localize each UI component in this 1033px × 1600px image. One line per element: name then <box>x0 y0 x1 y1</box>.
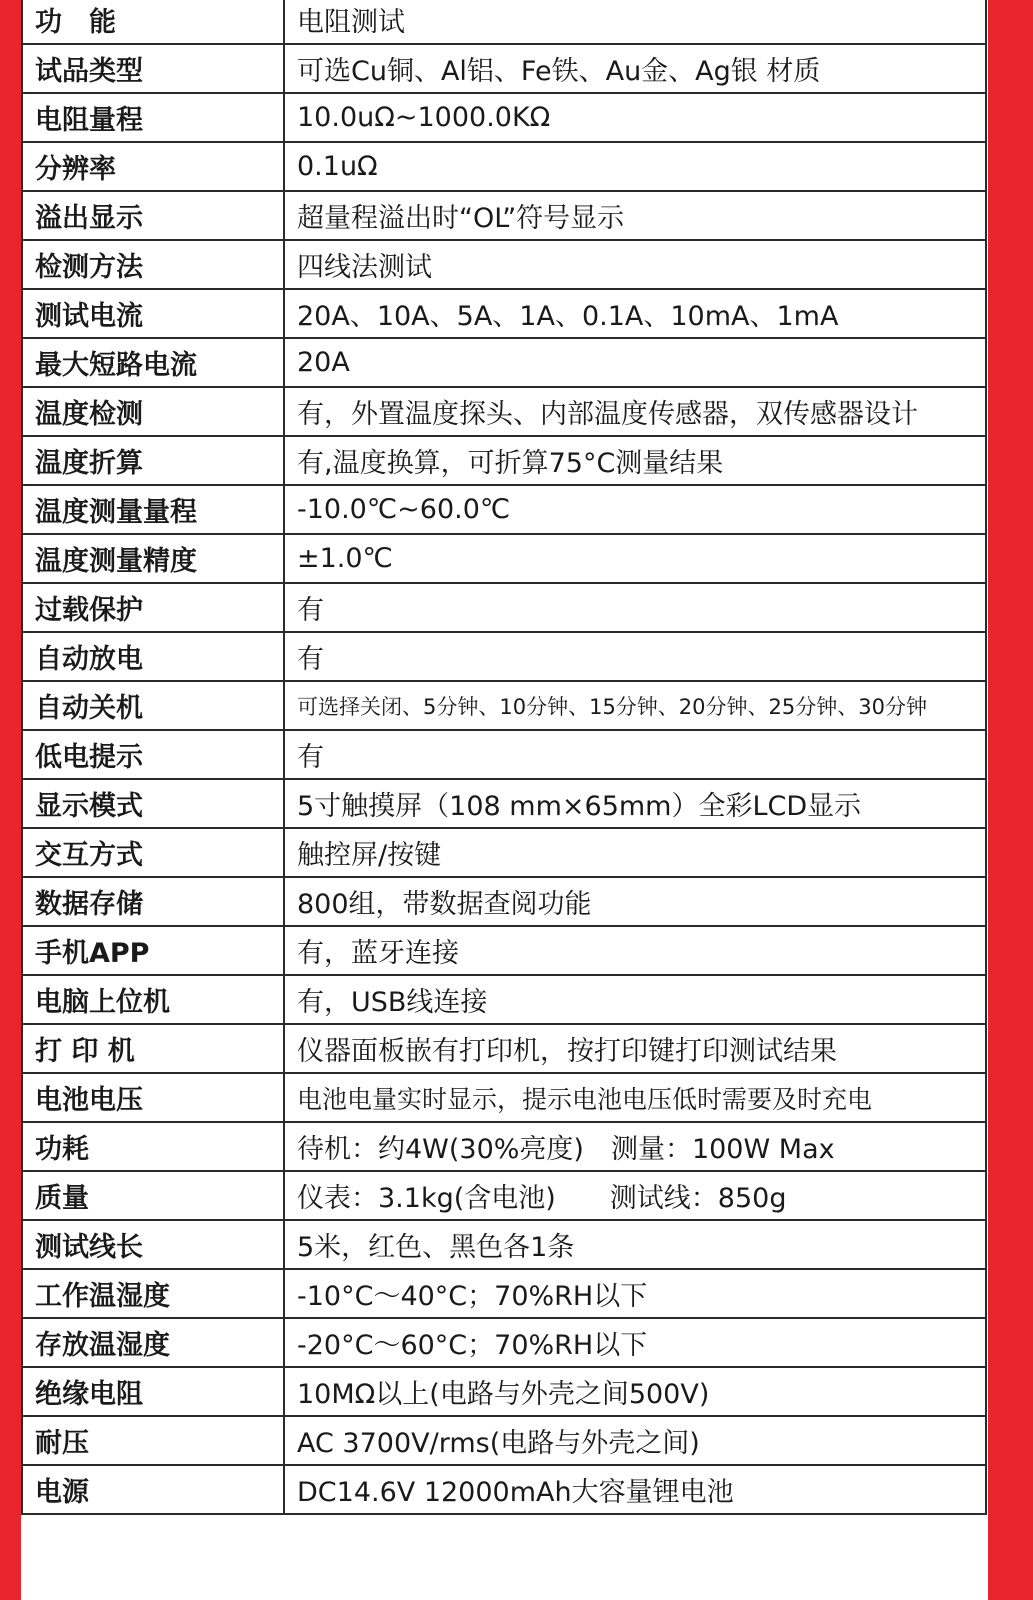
spec-label: 低电提示 <box>22 730 284 779</box>
table-row <box>22 975 986 1024</box>
table-row <box>22 534 986 583</box>
right-red-edge <box>988 0 1033 1600</box>
table-row <box>22 387 986 436</box>
table-row <box>22 142 986 191</box>
table-row <box>22 485 986 534</box>
table-row <box>22 926 986 975</box>
spec-label: 显示模式 <box>22 779 284 828</box>
spec-value: -10°C～40°C；70%RH以下 <box>284 1269 986 1318</box>
table-row <box>22 583 986 632</box>
table-row <box>22 191 986 240</box>
spec-value: 10MΩ以上(电路与外壳之间500V) <box>284 1367 986 1416</box>
spec-label: 功耗 <box>22 1122 284 1171</box>
table-row <box>22 240 986 289</box>
spec-value: 20A <box>284 338 986 387</box>
table-row <box>22 1465 986 1514</box>
spec-value: 有，外置温度探头、内部温度传感器，双传感器设计 <box>284 387 986 436</box>
spec-label: 溢出显示 <box>22 191 284 240</box>
table-row <box>22 93 986 142</box>
spec-label: 工作温湿度 <box>22 1269 284 1318</box>
spec-value: 10.0uΩ~1000.0KΩ <box>284 93 986 142</box>
table-row <box>22 289 986 338</box>
spec-label: 绝缘电阻 <box>22 1367 284 1416</box>
spec-value: -20°C～60°C；70%RH以下 <box>284 1318 986 1367</box>
spec-label: 交互方式 <box>22 828 284 877</box>
table-row <box>22 44 986 93</box>
spec-value: 触控屏/按键 <box>284 828 986 877</box>
table-row <box>22 632 986 681</box>
table-row <box>22 1073 986 1122</box>
spec-value: 5米，红色、黑色各1条 <box>284 1220 986 1269</box>
spec-label: 功 能 <box>22 0 284 44</box>
spec-value: 有 <box>284 583 986 632</box>
spec-label: 测试电流 <box>22 289 284 338</box>
spec-value: 可选择关闭、5分钟、10分钟、15分钟、20分钟、25分钟、30分钟 <box>284 681 986 730</box>
spec-value: 超量程溢出时“OL”符号显示 <box>284 191 986 240</box>
table-row <box>22 0 986 44</box>
spec-value: 电池电量实时显示，提示电池电压低时需要及时充电 <box>284 1073 986 1122</box>
table-row <box>22 681 986 730</box>
spec-label: 温度检测 <box>22 387 284 436</box>
table-row <box>22 338 986 387</box>
spec-value: 有 <box>284 730 986 779</box>
spec-value: 有，USB线连接 <box>284 975 986 1024</box>
spec-label: 测试线长 <box>22 1220 284 1269</box>
spec-label: 电池电压 <box>22 1073 284 1122</box>
spec-label: 打 印 机 <box>22 1024 284 1073</box>
spec-label: 温度折算 <box>22 436 284 485</box>
spec-label: 手机APP <box>22 926 284 975</box>
spec-label: 分辨率 <box>22 142 284 191</box>
spec-value: 可选Cu铜、Al铝、Fe铁、Au金、Ag银 材质 <box>284 44 986 93</box>
spec-value: 20A、10A、5A、1A、0.1A、10mA、1mA <box>284 289 986 338</box>
table-row <box>22 730 986 779</box>
spec-value: 有,温度换算，可折算75°C测量结果 <box>284 436 986 485</box>
spec-label: 试品类型 <box>22 44 284 93</box>
spec-value: 仪器面板嵌有打印机，按打印键打印测试结果 <box>284 1024 986 1073</box>
table-row <box>22 1318 986 1367</box>
table-row <box>22 1122 986 1171</box>
left-red-edge <box>0 0 21 1600</box>
spec-value: 待机：约4W(30%亮度) 测量：100W Max <box>284 1122 986 1171</box>
table-row <box>22 1269 986 1318</box>
table-row <box>22 1024 986 1073</box>
table-row <box>22 877 986 926</box>
spec-value: 有 <box>284 632 986 681</box>
table-row <box>22 828 986 877</box>
spec-value: ±1.0℃ <box>284 534 986 583</box>
table-row <box>22 1416 986 1465</box>
table-row <box>22 1171 986 1220</box>
spec-label: 自动关机 <box>22 681 284 730</box>
spec-value: 5寸触摸屏（108 mm×65mm）全彩LCD显示 <box>284 779 986 828</box>
spec-value: DC14.6V 12000mAh大容量锂电池 <box>284 1465 986 1514</box>
spec-value: 0.1uΩ <box>284 142 986 191</box>
spec-label: 检测方法 <box>22 240 284 289</box>
table-row <box>22 779 986 828</box>
spec-label: 过载保护 <box>22 583 284 632</box>
spec-label: 质量 <box>22 1171 284 1220</box>
spec-value: 有，蓝牙连接 <box>284 926 986 975</box>
table-row <box>22 1367 986 1416</box>
spec-label: 温度测量量程 <box>22 485 284 534</box>
spec-label: 温度测量精度 <box>22 534 284 583</box>
spec-label: 存放温湿度 <box>22 1318 284 1367</box>
spec-label: 电阻量程 <box>22 93 284 142</box>
table-row <box>22 1220 986 1269</box>
spec-value: 电阻测试 <box>284 0 986 44</box>
spec-label: 电脑上位机 <box>22 975 284 1024</box>
spec-value: 800组，带数据查阅功能 <box>284 877 986 926</box>
spec-value: -10.0℃~60.0℃ <box>284 485 986 534</box>
spec-value: 仪表：3.1kg(含电池) 测试线：850g <box>284 1171 986 1220</box>
spec-label: 最大短路电流 <box>22 338 284 387</box>
spec-label: 电源 <box>22 1465 284 1514</box>
spec-value: AC 3700V/rms(电路与外壳之间) <box>284 1416 986 1465</box>
spec-value: 四线法测试 <box>284 240 986 289</box>
spec-label: 耐压 <box>22 1416 284 1465</box>
spec-table <box>21 0 987 1515</box>
spec-label: 数据存储 <box>22 877 284 926</box>
spec-label: 自动放电 <box>22 632 284 681</box>
table-row <box>22 436 986 485</box>
